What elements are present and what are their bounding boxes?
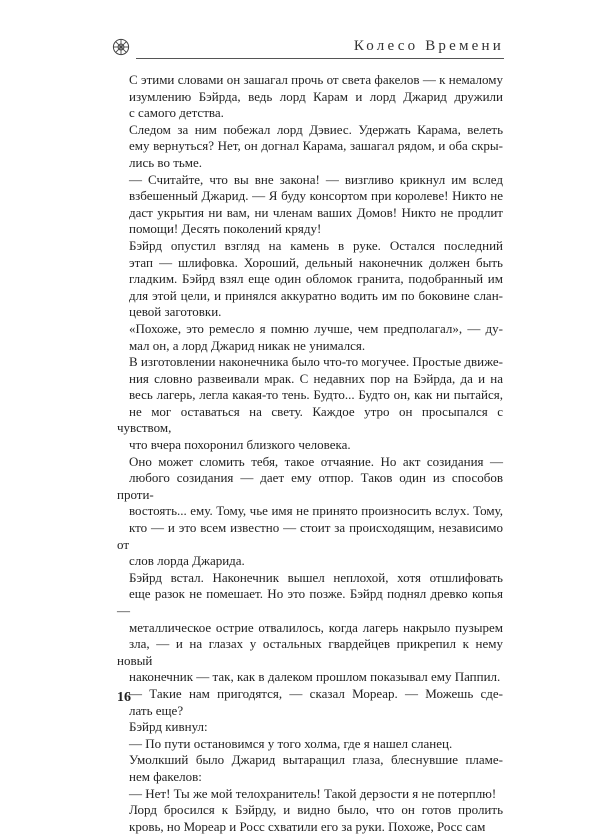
text-line: востоять... ему. Тому, чье имя не принято произносить вслух. Тому,	[129, 503, 503, 519]
text-line: помощи! Десять поколений кряду!	[129, 221, 322, 237]
text-line: наконечник — так, как в далеком прошлом показывал ему Паппил.	[129, 669, 501, 685]
text-line: кто — и это всем известно — стоит за происходящим, независимо от	[117, 520, 503, 552]
text-line: не мог оставаться на свету. Каждое утро он просыпался с чувством,	[117, 403, 503, 436]
text-line: Бэйрд кивнул:	[129, 719, 208, 735]
book-title: Колесо Времени	[353, 38, 504, 54]
wheel-of-time-icon	[112, 38, 130, 56]
paragraph	[117, 570, 503, 686]
text-line: слов лорда Джарида.	[129, 553, 245, 569]
text-line: Следом за ним побежал лорд Дэвиес. Удержать Карама, велеть	[129, 121, 503, 137]
text-line: Умолкший было Джарид вытаращил глаза, блеснувшие пламе-	[129, 752, 503, 768]
text-line: — Такие нам пригодятся, — сказал Мореар. — Можешь сде-	[129, 685, 503, 701]
text-line: металлическое острие отвалилось, когда лагерь накрыло пузырем	[129, 619, 503, 635]
paragraph	[117, 238, 503, 321]
paragraph	[117, 719, 503, 736]
text-line: лать еще?	[129, 702, 184, 718]
paragraph	[117, 321, 503, 354]
text-line: зла, — и на глазах у остальных гвардейцев прикрепил к нему новый	[117, 636, 503, 668]
page-number: 16	[117, 690, 131, 705]
paragraph	[117, 122, 503, 172]
text-line: «Похоже, это ремесло я помню лучше, чем предполагал», — ду-	[129, 320, 503, 336]
body-text	[117, 72, 503, 835]
text-line: для этой цели, и принялся аккуратно водить им по боковине слан-	[129, 287, 503, 303]
running-header	[112, 36, 504, 62]
text-line: кровь, но Мореар и Росс схватили его за руки. Похоже, Росс сам	[129, 818, 486, 834]
text-line: — По пути остановимся у того холма, где я нашел сланец.	[129, 735, 453, 751]
text-line: В изготовлении наконечника было что-то могучее. Простые движе-	[129, 354, 503, 370]
text-line: с самого детства.	[129, 105, 224, 121]
paragraph	[117, 354, 503, 454]
text-line: Оно может сломить тебя, такое отчаяние. Но акт созидания —	[129, 453, 503, 469]
text-line: даст укрытия ни вам, ни членам ваших Домов! Никто не продлит	[129, 204, 503, 220]
paragraph	[117, 802, 503, 835]
text-line: цевой заготовки.	[129, 304, 222, 320]
paragraph	[117, 752, 503, 785]
header-rule	[136, 58, 504, 59]
text-line: нем факелов:	[129, 768, 202, 784]
paragraph	[117, 172, 503, 238]
text-line: взбешенный Джарид. — Я буду консортом при королеве! Никто не	[129, 188, 503, 204]
text-line: лись во тьме.	[129, 154, 203, 170]
text-line: — Считайте, что вы вне закона! — визгливо крикнул им вслед	[129, 171, 503, 187]
text-line: ему вернуться? Нет, он догнал Карама, зашагал рядом, и оба скры-	[129, 138, 503, 154]
text-line: еще разок не помешает. Но это позже. Бэйрд поднял древко копья —	[117, 586, 503, 618]
text-line: этап — шлифовка. Хороший, дельный наконечник должен быть	[129, 254, 503, 270]
text-line: изумлению Бэйрда, ведь лорд Карам и лорд Джарид дружили	[129, 88, 503, 104]
paragraph	[117, 454, 503, 570]
text-line: Бэйрд встал. Наконечник вышел неплохой, хотя отшлифовать	[129, 569, 503, 585]
text-line: Бэйрд опустил взгляд на камень в руке. Остался последний	[129, 237, 503, 253]
paragraph	[117, 72, 503, 122]
text-line: любого созидания — дает ему отпор. Таков один из способов проти-	[117, 470, 503, 502]
text-line: С этими словами он зашагал прочь от света факелов — к немалому	[129, 72, 503, 87]
text-line: что вчера похоронил близкого человека.	[129, 437, 351, 453]
text-line: — Нет! Ты же мой телохранитель! Такой дерзости я не потерплю!	[129, 785, 497, 801]
text-line: Лорд бросился к Бэйрду, и видно было, что он готов пролить	[129, 802, 503, 818]
text-line: весь лагерь, легла какая-то тень. Будто... Будто он, как ни пытайся,	[129, 387, 503, 403]
paragraph	[117, 686, 503, 719]
text-line: мал он, а лорд Джарид никак не унимался.	[129, 337, 366, 353]
text-line: ния словно развеивали мрак. С недавних пор на Бэйрда, да и на	[129, 370, 503, 386]
paragraph	[117, 786, 503, 803]
text-line: гладким. Бэйрд взял еще один обломок гранита, подобранный им	[129, 271, 503, 287]
